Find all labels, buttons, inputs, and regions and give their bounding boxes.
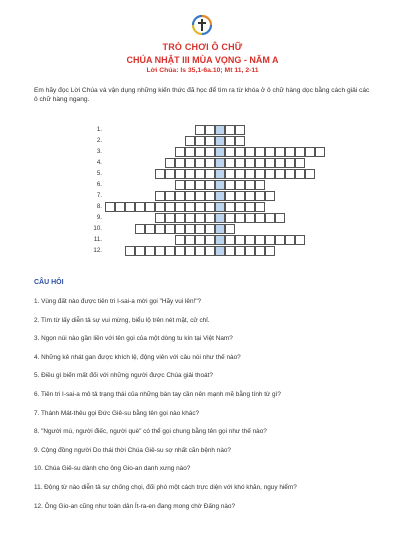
question-item: 7. Thánh Mát-thêu gọi Đức Giê-su bằng tên gọi nào khác? (34, 409, 200, 417)
crossword-cell[interactable] (175, 191, 185, 201)
crossword-cell[interactable] (185, 202, 195, 212)
crossword-cell[interactable] (235, 246, 245, 256)
crossword-cell[interactable] (265, 246, 275, 256)
crossword-cell[interactable] (125, 246, 135, 256)
crossword-cell[interactable] (195, 169, 205, 179)
question-item: 1. Vùng đất nào được tiên tri I-sai-a mời gọi "Hãy vui lên!"? (34, 298, 202, 305)
crossword-cell[interactable] (285, 158, 295, 168)
crossword-cell[interactable] (225, 136, 235, 146)
crossword-cell[interactable] (175, 213, 185, 223)
crossword-cell[interactable] (265, 191, 275, 201)
crossword-cell[interactable] (285, 169, 295, 179)
crossword-cell[interactable] (185, 158, 195, 168)
crossword-cell[interactable] (225, 125, 235, 135)
crossword-key-cell[interactable] (215, 180, 225, 190)
crossword-cell[interactable] (315, 147, 325, 157)
crossword-key-cell[interactable] (215, 235, 225, 245)
crossword-cell[interactable] (245, 213, 255, 223)
crossword-row-number: 11. (93, 236, 102, 243)
crossword-cell[interactable] (285, 147, 295, 157)
crossword-cell[interactable] (235, 235, 245, 245)
crossword-row-number: 7. (96, 192, 102, 199)
crossword-cell[interactable] (135, 246, 145, 256)
crossword-key-cell[interactable] (215, 136, 225, 146)
crossword-cell[interactable] (185, 213, 195, 223)
crossword-cell[interactable] (165, 158, 175, 168)
crossword-cell[interactable] (255, 191, 265, 201)
crossword-cell[interactable] (185, 169, 195, 179)
crossword-cell[interactable] (235, 202, 245, 212)
crossword-row-number: 2. (96, 137, 102, 144)
crossword-cell[interactable] (255, 147, 265, 157)
crossword-cell[interactable] (235, 147, 245, 157)
crossword-cell[interactable] (205, 224, 215, 234)
questions-heading: CÂU HỎI (34, 279, 64, 286)
question-item: 5. Điều gì biến mất đối với những người được Chúa giải thoát? (34, 372, 213, 380)
crossword-row-number: 1. (96, 126, 102, 133)
crossword-cell[interactable] (135, 202, 145, 212)
crossword-cell[interactable] (205, 202, 215, 212)
crossword-row-number: 8. (96, 203, 102, 210)
question-item: 4. Những kẻ nhát gan được khích lệ, động viên với câu nói như thế nào? (34, 353, 241, 361)
crossword-cell[interactable] (235, 180, 245, 190)
page-title: TRÒ CHƠI Ô CHỮ (162, 42, 243, 52)
crossword-cell[interactable] (255, 180, 265, 190)
crossword-cell[interactable] (205, 136, 215, 146)
crossword-cell[interactable] (275, 235, 285, 245)
crossword-cell[interactable] (135, 224, 145, 234)
crossword-row-number: 12. (93, 247, 102, 254)
crossword-cell[interactable] (275, 169, 285, 179)
crossword-cell[interactable] (255, 169, 265, 179)
question-item: 11. Động từ nào diễn tả sự chống chọi, đối phó một cách trực diện với khó khăn, nguy hiểm? (34, 484, 297, 491)
crossword-cell[interactable] (155, 191, 165, 201)
crossword-cell[interactable] (145, 202, 155, 212)
crossword-cell[interactable] (225, 235, 235, 245)
crossword-cell[interactable] (225, 246, 235, 256)
crossword-cell[interactable] (245, 202, 255, 212)
crossword-cell[interactable] (155, 213, 165, 223)
crossword-key-cell[interactable] (215, 202, 225, 212)
crossword-cell[interactable] (185, 147, 195, 157)
crossword-cell[interactable] (195, 213, 205, 223)
crossword-row-number: 5. (96, 170, 102, 177)
crossword-cell[interactable] (165, 191, 175, 201)
crossword-key-cell[interactable] (215, 246, 225, 256)
crossword-cell[interactable] (195, 224, 205, 234)
crossword-cell[interactable] (165, 246, 175, 256)
crossword-cell[interactable] (185, 246, 195, 256)
crossword-cell[interactable] (145, 246, 155, 256)
crossword-row-number: 9. (96, 214, 102, 221)
question-item: 12. Ông Gio-an cũng như toàn dân Ít-ra-en đang mong chờ Đấng nào? (34, 502, 236, 510)
crossword-cell[interactable] (165, 213, 175, 223)
crossword-row-number: 6. (96, 181, 102, 188)
crossword-cell[interactable] (225, 147, 235, 157)
crossword-cell[interactable] (235, 213, 245, 223)
crossword-cell[interactable] (185, 180, 195, 190)
crossword-cell[interactable] (275, 158, 285, 168)
crossword-key-cell[interactable] (215, 147, 225, 157)
crossword-cell[interactable] (225, 158, 235, 168)
crossword-cell[interactable] (295, 235, 305, 245)
crossword-cell[interactable] (235, 158, 245, 168)
crossword-cell[interactable] (245, 147, 255, 157)
crossword-cell[interactable] (305, 169, 315, 179)
crossword-cell[interactable] (175, 158, 185, 168)
crossword-cell[interactable] (175, 246, 185, 256)
crossword-cell[interactable] (195, 202, 205, 212)
crossword-cell[interactable] (255, 246, 265, 256)
crossword-cell[interactable] (205, 235, 215, 245)
crossword-cell[interactable] (225, 191, 235, 201)
crossword-cell[interactable] (185, 224, 195, 234)
crossword-cell[interactable] (195, 158, 205, 168)
question-item: 2. Tìm từ lấy diễn tả sự vui mừng, biểu lộ trên nét mặt, cử chỉ. (34, 316, 210, 324)
crossword-cell[interactable] (185, 235, 195, 245)
scripture-reference: Lời Chúa: Is 35,1-6a.10; Mt 11, 2-11 (146, 67, 259, 74)
crossword-cell[interactable] (265, 235, 275, 245)
crossword-cell[interactable] (285, 235, 295, 245)
crossword-cell[interactable] (225, 213, 235, 223)
crossword-cell[interactable] (255, 158, 265, 168)
crossword-cell[interactable] (185, 191, 195, 201)
crossword-key-cell[interactable] (215, 213, 225, 223)
crossword-cell[interactable] (195, 235, 205, 245)
crossword-cell[interactable] (205, 191, 215, 201)
crossword-cell[interactable] (235, 191, 245, 201)
crossword-cell[interactable] (165, 224, 175, 234)
crossword-cell[interactable] (225, 202, 235, 212)
crossword-cell[interactable] (265, 158, 275, 168)
crossword-cell[interactable] (155, 202, 165, 212)
crossword-cell[interactable] (115, 202, 125, 212)
crossword-key-cell[interactable] (215, 158, 225, 168)
crossword-cell[interactable] (245, 169, 255, 179)
crossword-row-number: 10. (93, 225, 102, 232)
crossword-cell[interactable] (305, 147, 315, 157)
crossword-cell[interactable] (225, 180, 235, 190)
crossword-cell[interactable] (145, 224, 155, 234)
crossword-row-number: 3. (96, 148, 102, 155)
question-item: 6. Tiên tri I-sai-a mô tả trạng thái của những bàn tay cần nên mạnh mẽ bằng tính từ gì? (34, 391, 281, 398)
crossword-cell[interactable] (165, 202, 175, 212)
crossword-cell[interactable] (235, 125, 245, 135)
crossword-row-number: 4. (96, 159, 102, 166)
crossword-cell[interactable] (245, 158, 255, 168)
crossword-cell[interactable] (195, 246, 205, 256)
crossword-cell[interactable] (255, 213, 265, 223)
crossword-cell[interactable] (175, 235, 185, 245)
crossword-cell[interactable] (205, 180, 215, 190)
crossword-cell[interactable] (205, 169, 215, 179)
crossword-cell[interactable] (255, 235, 265, 245)
crossword-cell[interactable] (225, 169, 235, 179)
crossword-cell[interactable] (245, 246, 255, 256)
question-item: 9. Cộng đồng người Do thái thời Chúa Giê-su sợ nhất căn bệnh nào? (34, 446, 231, 454)
crossword-cell[interactable] (265, 169, 275, 179)
crossword-cell[interactable] (205, 213, 215, 223)
crossword-cell[interactable] (275, 147, 285, 157)
crossword-cell[interactable] (105, 202, 115, 212)
crossword-key-cell[interactable] (215, 224, 225, 234)
crossword-cell[interactable] (165, 169, 175, 179)
crossword-cell[interactable] (295, 158, 305, 168)
crossword-cell[interactable] (235, 169, 245, 179)
crossword-cell[interactable] (195, 147, 205, 157)
crossword-key-cell[interactable] (215, 169, 225, 179)
crossword-cell[interactable] (245, 180, 255, 190)
crossword-cell[interactable] (205, 147, 215, 157)
crossword-key-cell[interactable] (215, 125, 225, 135)
crossword-cell[interactable] (295, 147, 305, 157)
question-item: 3. Ngọn núi nào gần liền với tên gọi của một dòng tu kín tại Việt Nam? (34, 335, 233, 343)
crossword-cell[interactable] (255, 202, 265, 212)
crossword-cell[interactable] (245, 235, 255, 245)
crossword-cell[interactable] (175, 169, 185, 179)
crossword-cell[interactable] (205, 125, 215, 135)
crossword-cell[interactable] (195, 191, 205, 201)
crossword-key-cell[interactable] (215, 191, 225, 201)
instructions-text: Em hãy đọc Lời Chúa và vận dụng những kiến thức đã học để tìm ra từ khóa ở ô chữ hàng dọc bằng cách giải các ô chữ hàng ngang. (34, 87, 370, 103)
crossword-cell[interactable] (155, 169, 165, 179)
crossword-cell[interactable] (195, 125, 205, 135)
crossword-cell[interactable] (185, 136, 195, 146)
crossword-cell[interactable] (235, 136, 245, 146)
crossword-cell[interactable] (175, 180, 185, 190)
crossword-cell[interactable] (275, 213, 285, 223)
crossword-cell[interactable] (155, 246, 165, 256)
crossword-cell[interactable] (175, 224, 185, 234)
crossword-cell[interactable] (205, 246, 215, 256)
crossword-cell[interactable] (245, 191, 255, 201)
crossword-cell[interactable] (175, 202, 185, 212)
crossword-cell[interactable] (195, 180, 205, 190)
crossword-cell[interactable] (125, 202, 135, 212)
crossword-cell[interactable] (175, 147, 185, 157)
question-item: 8. "Người mù, người điếc, người què" có thể gọi chung bằng tên gọi như thế nào? (34, 428, 267, 436)
crossword-cell[interactable] (265, 147, 275, 157)
page-subtitle: CHÚA NHẬT III MÙA VỌNG - NĂM A (126, 55, 279, 65)
question-item: 10. Chúa Giê-su dành cho ông Gio-an danh xưng nào? (34, 465, 191, 473)
crossword-cell[interactable] (155, 224, 165, 234)
crossword-cell[interactable] (295, 169, 305, 179)
crossword-cell[interactable] (265, 213, 275, 223)
crossword-cell[interactable] (195, 136, 205, 146)
crossword-cell[interactable] (225, 224, 235, 234)
crossword-cell[interactable] (205, 158, 215, 168)
